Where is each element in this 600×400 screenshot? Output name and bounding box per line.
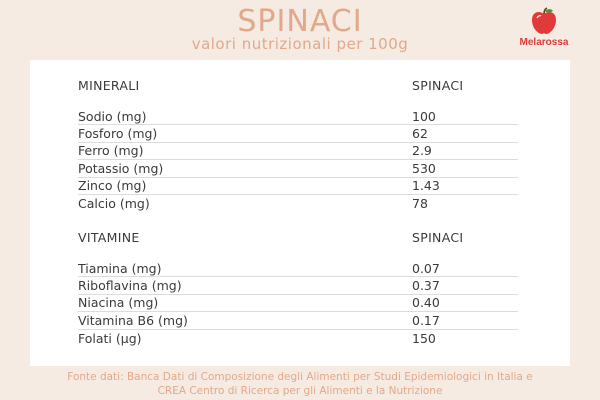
nutrient-name: Riboflavina (mg) — [78, 278, 182, 294]
table-row — [78, 195, 518, 212]
table-row — [78, 125, 518, 142]
nutrient-value: 530 — [412, 160, 436, 176]
nutrient-name: Sodio (mg) — [78, 108, 147, 124]
source-line-1: Fonte dati: Banca Dati di Composizione degli Alimenti per Studi Epidemiologici in Italia e — [67, 371, 533, 383]
vitamins-list — [78, 260, 518, 347]
vitamins-section — [78, 226, 518, 347]
nutrient-value: 1.43 — [412, 178, 440, 194]
minerals-section — [78, 74, 518, 212]
table-row — [78, 277, 518, 294]
table-row — [78, 312, 518, 329]
source-line-2: CREA Centro di Ricerca per gli Alimenti e la Nutrizione — [157, 385, 443, 397]
nutrient-name: Fosforo (mg) — [78, 126, 158, 142]
nutrient-value: 78 — [412, 196, 428, 212]
apple-icon — [529, 6, 559, 36]
page-title: SPINACI — [237, 4, 363, 39]
nutrient-value: 0.07 — [412, 260, 440, 276]
nutrient-value: 0.37 — [412, 278, 440, 294]
brand-logo — [508, 6, 580, 56]
minerals-label: MINERALI — [78, 77, 140, 93]
nutrient-value: 150 — [412, 330, 436, 346]
nutrient-name: Tiamina (mg) — [78, 260, 162, 276]
table-row — [78, 295, 518, 312]
nutrient-name: Ferro (mg) — [78, 143, 144, 159]
vitamins-header — [78, 226, 518, 248]
nutrient-value: 0.40 — [412, 295, 440, 311]
minerals-list — [78, 108, 518, 212]
nutrient-value: 0.17 — [412, 312, 440, 328]
vitamins-label: VITAMINE — [78, 229, 140, 245]
nutrient-name: Vitamina B6 (mg) — [78, 312, 188, 328]
table-row — [78, 108, 518, 125]
nutrient-name: Potassio (mg) — [78, 160, 164, 176]
brand-name: Melarossa — [519, 37, 569, 48]
nutrient-name: Calcio (mg) — [78, 196, 150, 212]
source-note — [0, 370, 600, 398]
table-row — [78, 143, 518, 160]
vitamins-column-label: SPINACI — [412, 229, 464, 245]
minerals-header — [78, 74, 518, 96]
nutrient-name: Zinco (mg) — [78, 178, 147, 194]
page-subtitle: valori nutrizionali per 100g — [191, 35, 409, 53]
nutrient-name: Niacina (mg) — [78, 295, 159, 311]
table-row — [78, 330, 518, 347]
nutrient-value: 62 — [412, 126, 428, 142]
nutrient-name: Folati (µg) — [78, 330, 142, 346]
minerals-column-label: SPINACI — [412, 77, 464, 93]
nutrient-value: 100 — [412, 108, 436, 124]
nutrition-panel — [30, 60, 570, 366]
nutrient-value: 2.9 — [412, 143, 432, 159]
table-row — [78, 160, 518, 177]
table-row — [78, 260, 518, 277]
table-row — [78, 178, 518, 195]
